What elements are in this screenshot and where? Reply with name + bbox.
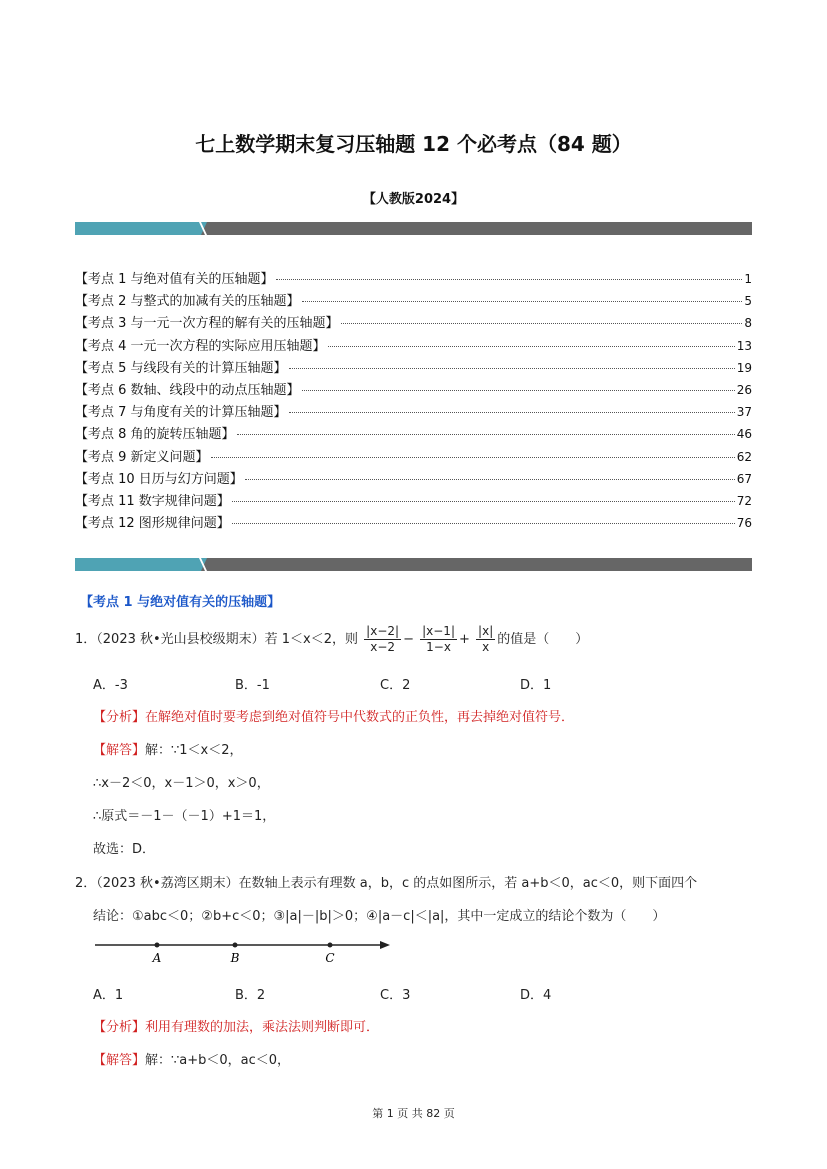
toc-entry[interactable]: 【考点 11 数字规律问题】 72	[75, 493, 752, 509]
number-line	[90, 932, 400, 968]
point-b-label: B	[230, 951, 240, 965]
fraction-1: $\frac{|x-2|}{x-2}$	[366, 624, 400, 654]
question-2-stem-line2: 结论：①abc＜0；②b+c＜0；③|a|－|b|＞0；④|a－c|＜|a|，其中一定成立的结论个数为（ ）	[93, 909, 666, 924]
toc-entry[interactable]: 【考点 5 与线段有关的计算压轴题】 19	[75, 360, 752, 376]
section-divider-bar	[75, 558, 752, 571]
toc-entry[interactable]: 【考点 9 新定义问题】 62	[75, 449, 752, 465]
q1-analysis: 【分析】在解绝对值时要考虑到绝对值符号中代数式的正负性，再去掉绝对值符号．	[93, 710, 575, 725]
fraction-2: $\frac{|x-1|}{1-x}$	[422, 624, 455, 654]
q2-option-a[interactable]: A．1	[93, 988, 124, 1003]
q1-answer: 【解答】解：∵1＜x＜2，	[93, 743, 243, 758]
question-1-stem: 1．（2023 秋•光山县校级期末）若 1＜x＜2，则 $\frac{|x-2|}{x-2}$ − $\frac{|x-1|}{1-x}$ + $\frac{|x|}{x}$ 的值是（ ）	[75, 624, 589, 654]
axis-arrow-icon	[380, 941, 390, 949]
q1-step-2: ∴原式＝－1－（－1）+1＝1，	[93, 809, 276, 824]
q2-option-d[interactable]: D．4	[520, 988, 552, 1003]
edition-subtitle: 【人教版2024】	[362, 192, 465, 207]
q2-answer: 【解答】解：∵a+b＜0，ac＜0，	[93, 1053, 291, 1068]
point-c	[328, 943, 333, 948]
point-b	[233, 943, 238, 948]
page-footer: 第 1 页 共 82 页	[372, 1107, 455, 1120]
q1-option-c[interactable]: C．2	[380, 678, 411, 693]
fraction-3: $\frac{|x|}{x}$	[478, 624, 494, 654]
q2-option-b[interactable]: B．2	[235, 988, 266, 1003]
point-c-label: C	[325, 951, 335, 965]
toc-entry[interactable]: 【考点 10 日历与幻方问题】 67	[75, 471, 752, 487]
toc-entry[interactable]: 【考点 2 与整式的加减有关的压轴题】 5	[75, 294, 752, 310]
document-title: 七上数学期末复习压轴题 12 个必考点（84 题）	[195, 132, 632, 156]
q2-option-c[interactable]: C．3	[380, 988, 411, 1003]
toc-entry[interactable]: 【考点 4 一元一次方程的实际应用压轴题】 13	[75, 338, 752, 354]
toc-entry[interactable]: 【考点 1 与绝对值有关的压轴题】 1	[75, 272, 752, 287]
toc-entry[interactable]: 【考点 8 角的旋转压轴题】 46	[75, 427, 752, 443]
table-of-contents	[75, 268, 752, 534]
section-heading: 【考点 1 与绝对值有关的压轴题】	[80, 595, 281, 610]
point-a-label: A	[152, 951, 162, 965]
point-a	[155, 943, 160, 948]
toc-entry[interactable]: 【考点 6 数轴、线段中的动点压轴题】 26	[75, 382, 752, 398]
top-divider-bar	[75, 222, 752, 235]
q1-option-a[interactable]: A．-3	[93, 678, 128, 693]
q2-analysis: 【分析】利用有理数的加法，乘法法则判断即可．	[93, 1020, 380, 1035]
q1-choice: 故选：D．	[93, 842, 156, 857]
q1-step-1: ∴x－2＜0，x－1＞0，x＞0，	[93, 776, 270, 791]
q1-option-b[interactable]: B．-1	[235, 678, 270, 693]
question-2-stem-line1: 2．（2023 秋•荔湾区期末）在数轴上表示有理数 a，b，c 的点如图所示，若 a+b＜0，ac＜0，则下面四个	[75, 876, 698, 891]
toc-entry[interactable]: 【考点 3 与一元一次方程的解有关的压轴题】 8	[75, 316, 752, 332]
toc-entry[interactable]: 【考点 7 与角度有关的计算压轴题】 37	[75, 405, 752, 421]
q1-option-d[interactable]: D．1	[520, 678, 552, 693]
toc-entry[interactable]: 【考点 12 图形规律问题】 76	[75, 516, 752, 532]
